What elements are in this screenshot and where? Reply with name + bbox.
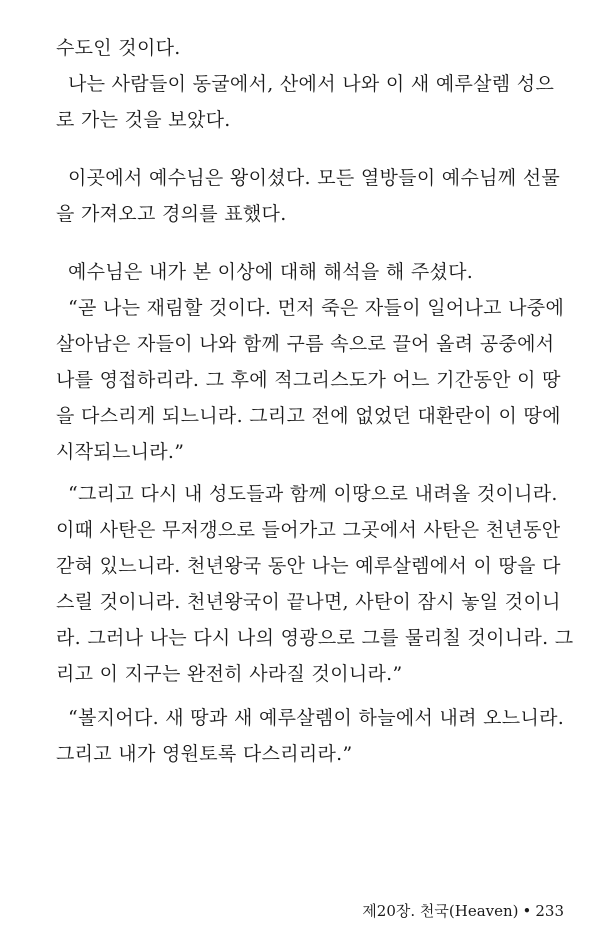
text-line: 이곳에서 예수님은 왕이셨다. 모든 열방들이 예수님께 선물 — [68, 167, 561, 189]
paragraph-4 — [56, 476, 574, 692]
page-number: 233 — [535, 902, 564, 920]
paragraph-3 — [56, 254, 566, 470]
text-line: 스릴 것이니라. 천년왕국이 끝나면, 사탄이 잠시 놓일 것이니 — [56, 591, 561, 613]
text-line: 을 가져오고 경의를 표했다. — [56, 203, 287, 225]
text-line: 그리고 내가 영원토록 다스리리라.” — [56, 743, 353, 765]
page-footer — [362, 900, 564, 922]
text-line: 을 다스리게 되느니라. 그리고 전에 없었던 대환란이 이 땅에 — [56, 405, 561, 427]
text-line: 예수님은 내가 본 이상에 대해 해석을 해 주셨다. — [68, 261, 474, 283]
paragraph-5 — [56, 700, 566, 772]
text-line: 나는 사람들이 동굴에서, 산에서 나와 이 새 예루살렘 성으 — [68, 73, 555, 95]
text-line: “그리고 다시 내 성도들과 함께 이땅으로 내려올 것이니라. — [68, 483, 558, 505]
text-line: “곧 나는 재림할 것이다. 먼저 죽은 자들이 일어나고 나중에 — [68, 297, 565, 319]
chapter-title: 제20장. 천국(Heaven) — [362, 902, 519, 920]
text-line: 이때 사탄은 무저갱으로 들어가고 그곳에서 사탄은 천년동안 — [56, 519, 561, 541]
paragraph-1 — [56, 30, 566, 138]
text-line: 수도인 것이다. — [56, 37, 181, 59]
text-line: 갇혀 있느니라. 천년왕국 동안 나는 예루살렘에서 이 땅을 다 — [56, 555, 561, 577]
text-line: 라. 그러나 나는 다시 나의 영광으로 그를 물리칠 것이니라. 그 — [56, 627, 574, 649]
text-line: 리고 이 지구는 완전히 사라질 것이니라.” — [56, 663, 403, 685]
text-line: 로 가는 것을 보았다. — [56, 109, 231, 131]
text-line: “볼지어다. 새 땅과 새 예루살렘이 하늘에서 내려 오느니라. — [68, 707, 565, 729]
footer-separator: • — [522, 902, 532, 920]
text-line: 나를 영접하리라. 그 후에 적그리스도가 어느 기간동안 이 땅 — [56, 369, 561, 391]
text-line: 시작되느니라.” — [56, 441, 185, 463]
paragraph-2 — [56, 160, 566, 232]
text-line: 살아남은 자들이 나와 함께 구름 속으로 끌어 올려 공중에서 — [56, 333, 555, 355]
